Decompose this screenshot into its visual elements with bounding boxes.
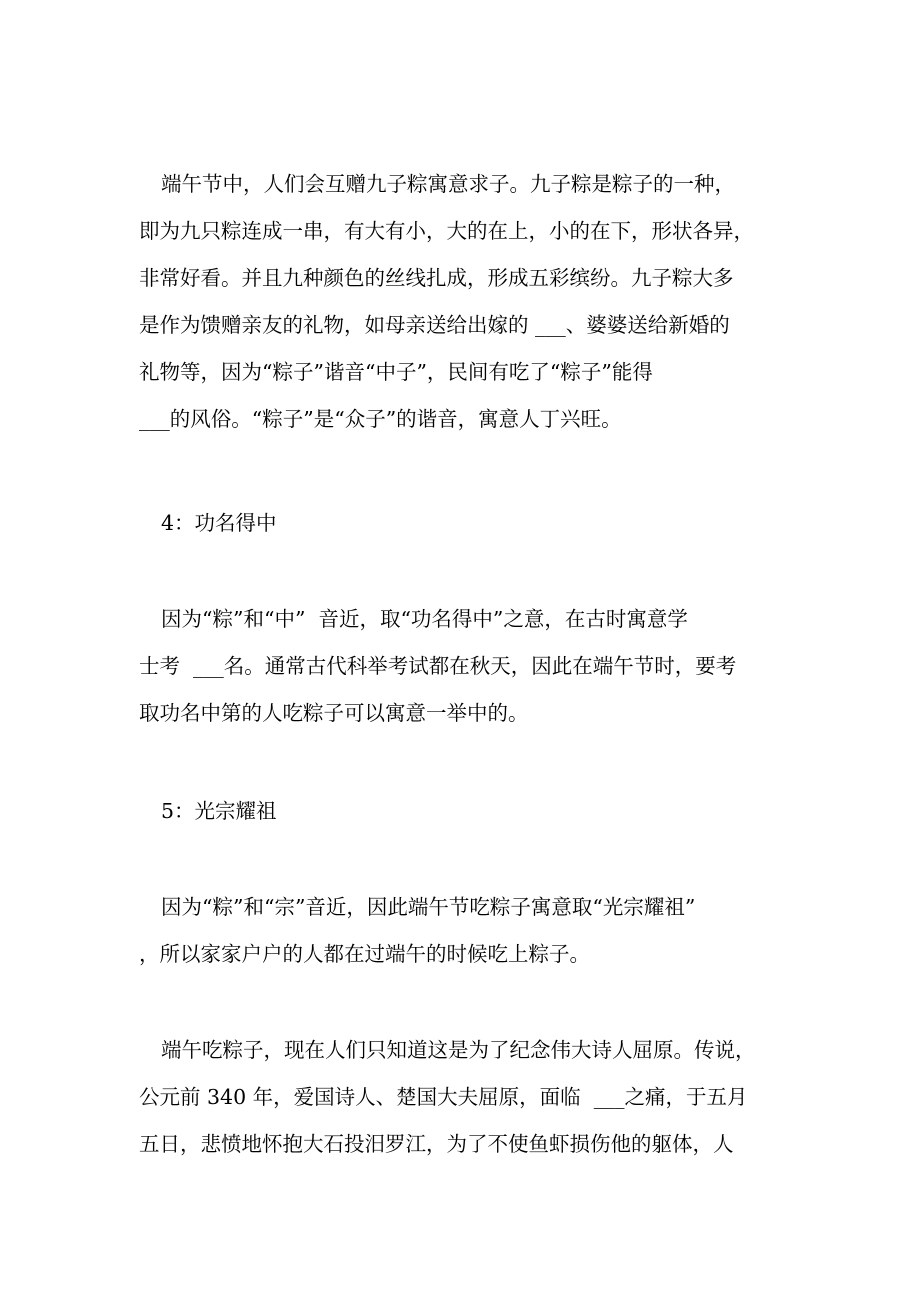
paragraph-1-line-3: 非常好看。并且九种颜色的丝线扎成，形成五彩缤纷。九子粽大多	[139, 266, 734, 290]
paragraph-4-line-2: 公元前 340 年，爱国诗人、楚国大夫屈原，面临 ___之痛，于五月	[139, 1085, 748, 1109]
paragraph-1-line-4: 是作为馈赠亲友的礼物，如母亲送给出嫁的 ___、婆婆送给新婚的	[139, 313, 730, 337]
paragraph-3-line-2: ，所以家家户户的人都在过端午的时候吃上粽子。	[139, 942, 590, 966]
paragraph-4-line-1: 端午吃粽子，现在人们只知道这是为了纪念伟大诗人屈原。传说，	[161, 1038, 756, 1062]
section-heading-4: 4：功名得中	[161, 511, 277, 535]
paragraph-1-line-1: 端午节中，人们会互赠九子粽寓意求子。九子粽是粽子的一种，	[161, 172, 735, 196]
paragraph-3-line-1: 因为“粽”和“宗”音近，因此端午节吃粽子寓意取“光宗耀祖”	[161, 895, 696, 919]
paragraph-2-line-3: 取功名中第的人吃粽子可以寓意一举中的。	[139, 701, 529, 725]
paragraph-1-line-2: 即为九只粽连成一串，有大有小，大的在上，小的在下，形状各异，	[139, 219, 754, 243]
section-heading-5: 5：光宗耀祖	[161, 799, 277, 823]
paragraph-2-line-1: 因为“粽”和“中” 音近，取“功名得中”之意，在古时寓意学	[161, 607, 688, 631]
paragraph-1-line-6: ___的风俗。“粽子”是“众子”的谐音，寓意人丁兴旺。	[139, 407, 622, 431]
paragraph-4-line-3: 五日，悲愤地怀抱大石投汨罗江，为了不使鱼虾损伤他的躯体，人	[139, 1132, 734, 1156]
paragraph-2-line-2: 士考 ___名。通常古代科举考试都在秋天，因此在端午节时，要考	[139, 654, 737, 678]
paragraph-1-line-5: 礼物等，因为“粽子”谐音“中子”，民间有吃了“粽子”能得	[139, 360, 653, 384]
